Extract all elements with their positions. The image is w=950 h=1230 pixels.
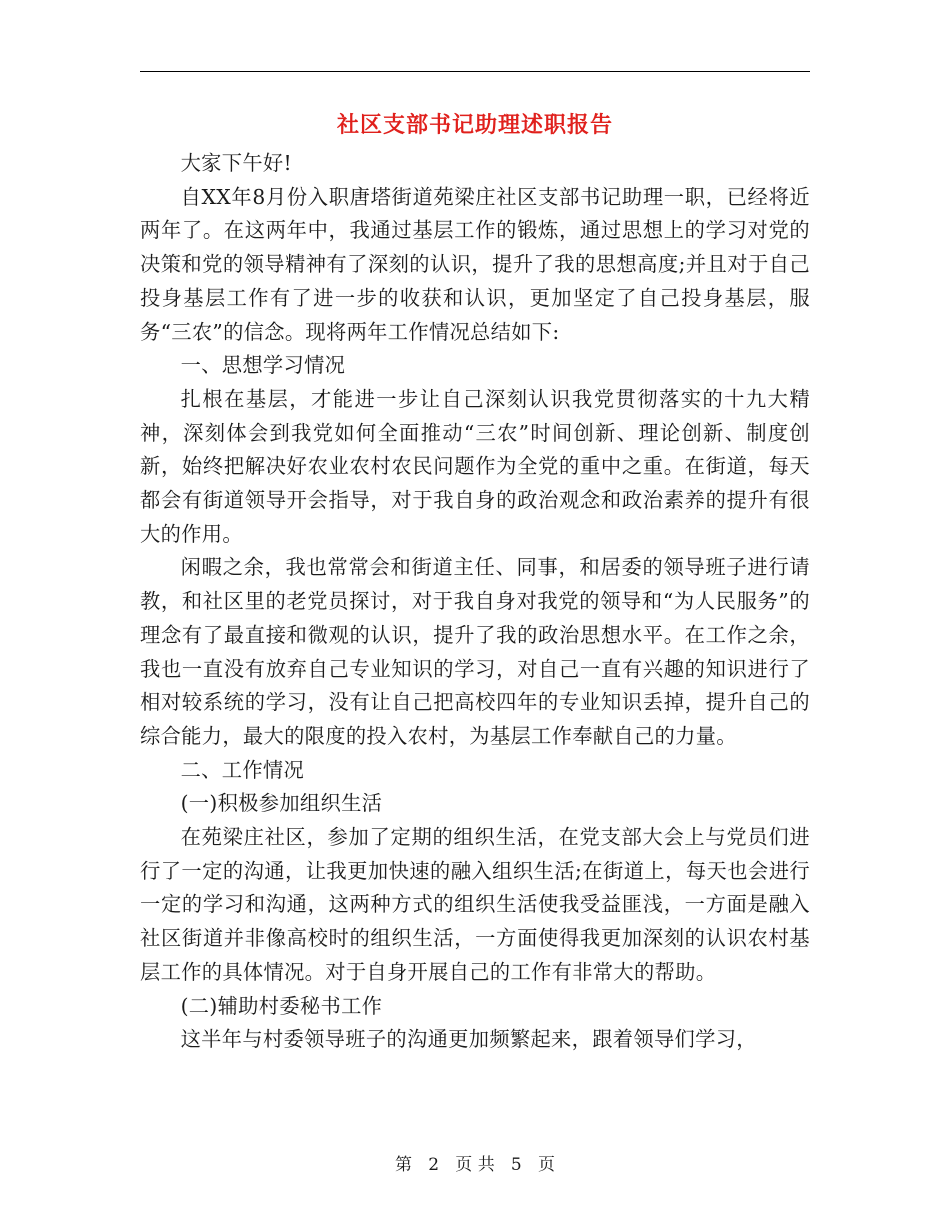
document-body [140,147,810,1057]
body-paragraph: 这半年与村委领导班子的沟通更加频繁起来，跟着领导们学习， [180,1027,757,1052]
subsection-heading-1: (一)积极参加组织生活 [180,791,383,816]
footer-middle: 页 共 [455,1155,495,1175]
body-paragraph: 在苑梁庄社区，参加了定期的组织生活，在党支部大会上与党员们进行了一定的沟通，让我更加快速的融入组织生活;在街道上，每天也会进行一定的学习和沟通，这两种方式的组织生活使我受益匪浅，一方面是融入社区街道并非像高校时的组织生活，一方面使得我更加深刻的认识农村基层工作的具体情况。对于自身开展自己的工作有非常大的帮助。 [140,825,810,984]
footer-suffix: 页 [537,1155,555,1175]
subsection-heading-2: (二)辅助村委秘书工作 [180,993,383,1018]
total-pages: 5 [510,1155,522,1175]
body-paragraph: 闲暇之余，我也常常会和街道主任、同事，和居委的领导班子进行请教，和社区里的老党员探讨，对于我自身对我党的领导和“为人民服务”的理念有了最直接和微观的认识，提升了我的政治思想水平。在工作之余，我也一直没有放弃自己专业知识的学习，对自己一直有兴趣的知识进行了相对较系统的学习，没有让自己把高校四年的专业知识丢掉，提升自己的综合能力，最大的限度的投入农村，为基层工作奉献自己的力量。 [140,555,810,748]
body-paragraph: 扎根在基层，才能进一步让自己深刻认识我党贯彻落实的十九大精神，深刻体会到我党如何全面推动“三农”时间创新、理论创新、制度创新，始终把解决好农业农村农民问题作为全党的重中之重。在街道，每天都会有街道领导开会指导，对于我自身的政治观念和政治素养的提升有很大的作用。 [140,386,810,546]
section-heading-1: 一、思想学习情况 [180,353,346,378]
header-rule [140,71,810,72]
intro-paragraph: 自XX年8月份入职唐塔街道苑梁庄社区支部书记助理一职，已经将近两年了。在这两年中，我通过基层工作的锻炼，通过思想上的学习对党的决策和党的领导精神有了深刻的认识，提升了我的思想高度;并且对于自己投身基层工作有了进一步的收获和认识，更加坚定了自己投身基层，服务“三农”的信念。现将两年工作情况总结如下: [140,184,810,344]
page-footer [140,1153,810,1177]
page-number: 2 [428,1155,440,1175]
footer-prefix: 第 [395,1155,413,1175]
section-heading-2: 二、工作情况 [180,757,305,782]
document-title: 社区支部书记助理述职报告 [336,112,613,138]
greeting-paragraph: 大家下午好! [180,151,292,175]
